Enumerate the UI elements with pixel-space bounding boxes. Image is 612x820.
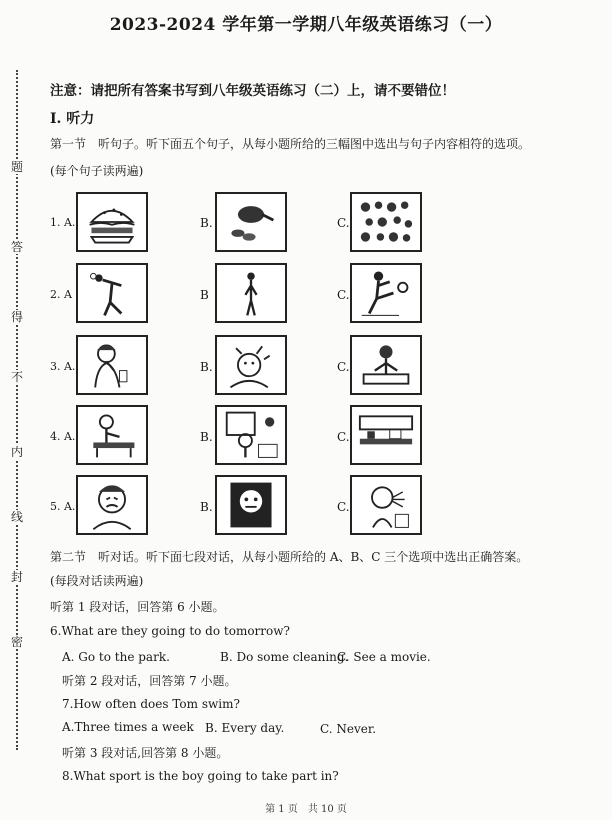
binding-char: 封 [8,570,26,584]
binding-char: 内 [8,445,26,459]
binding-char: 密 [8,635,26,649]
scared-boy-picture [215,475,287,535]
section-heading: Ⅰ. 听力 [50,111,95,127]
part1-repeat-note: (每个句子读两遍) [50,164,144,178]
kitchen-counter-picture [350,405,422,465]
tooth-brushing-picture [76,335,148,395]
binding-char: 线 [8,510,26,524]
q7-option-b: B. Every day. [205,721,285,735]
dialogue-lead: 听第 2 段对话，回答第 7 小题。 [62,674,237,688]
standing-boy-picture [215,263,287,323]
question-number: 2. A [50,288,72,301]
binding-char: 答 [8,240,26,254]
question-number: 1. A. [50,216,76,229]
washing-hands-picture [350,335,422,395]
question-8: 8.What sport is the boy going to take part in? [62,769,339,783]
football-kick-picture [350,263,422,323]
part2-repeat-note: (每段对话读两遍) [50,574,144,588]
q6-option-c: C. See a movie. [337,650,431,664]
binding-char: 不 [8,370,26,384]
table-tennis-picture [76,263,148,323]
question-7: 7.How often does Tom swim? [62,697,240,711]
option-label: B. [200,500,213,514]
vegetables-picture [350,192,422,252]
meat-picture [215,192,287,252]
face-washing-picture [215,335,287,395]
binding-char: 题 [8,160,26,174]
part2-instruction: 第二节 听对话。听下面七段对话，从每小题所给的 A、B、C 三个选项中选出正确答案。 [50,550,529,564]
option-label: C. [337,288,350,302]
dialogue-lead: 听第 1 段对话，回答第 6 小题。 [50,600,225,614]
q6-option-b: B. Do some cleaning. [220,650,349,664]
boy-at-window-picture [215,405,287,465]
question-6: 6.What are they going to do tomorrow? [50,624,290,638]
question-number: 5. A. [50,500,76,513]
part1-instruction: 第一节 听句子。听下面五个句子，从每小题所给的三幅图中选出与句子内容相符的选项。 [50,137,531,151]
page-title: 2023-2024 学年第一学期八年级英语练习（一） [109,15,503,35]
option-label: C. [337,500,350,514]
option-label: C. [337,360,350,374]
option-label: B. [200,360,213,374]
option-label: B. [200,216,213,230]
boy-at-desk-picture [76,405,148,465]
binding-char: 得 [8,310,26,324]
q6-option-a: A. Go to the park. [62,650,170,664]
sneezing-man-picture [350,475,422,535]
question-number: 4. A. [50,430,76,443]
notice: 注意：请把所有答案书写到八年级英语练习（二）上，请不要错位！ [50,83,455,99]
option-label: B [200,288,209,302]
sick-boy-picture [76,475,148,535]
dialogue-lead: 听第 3 段对话,回答第 8 小题。 [62,746,229,760]
page-footer: 第 1 页 共 10 页 [265,804,347,815]
q7-option-a: A.Three times a week [62,720,194,734]
binding-line [6,70,28,750]
hamburger-picture [76,192,148,252]
q7-option-c: C. Never. [320,722,377,736]
question-number: 3. A. [50,360,76,373]
option-label: C. [337,216,350,230]
option-label: C. [337,430,350,444]
option-label: B. [200,430,213,444]
